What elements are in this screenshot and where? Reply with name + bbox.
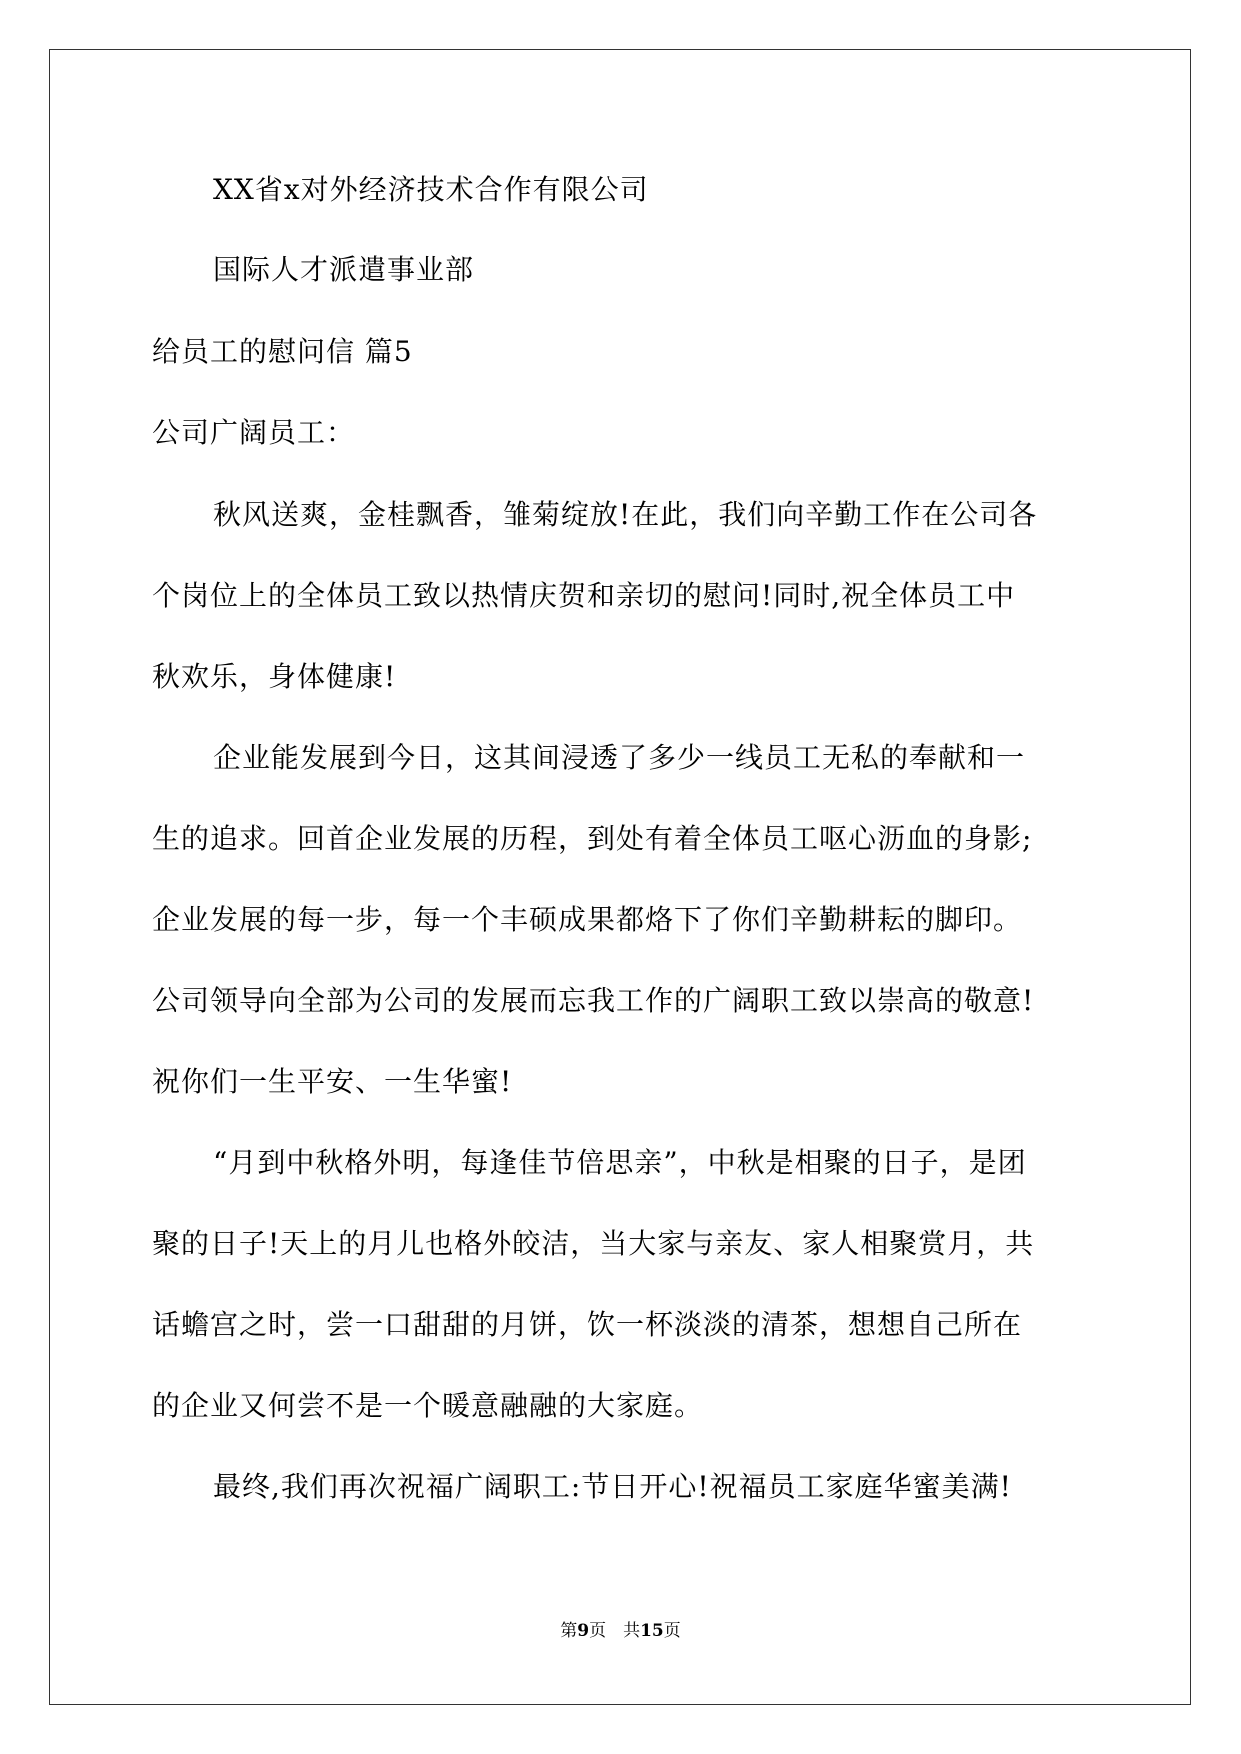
body-line: 秋欢乐，身体健康! [152,660,397,693]
page-footer [0,1621,1241,1641]
body-line: 生的追求。回首企业发展的历程，到处有着全体员工呕心沥血的身影; [152,822,1033,855]
page-border [49,49,1191,1705]
body-line: 的企业又何尝不是一个暖意融融的大家庭。 [152,1389,704,1422]
body-line: 秋风送爽，金桂飘香，雏菊绽放!在此，我们向辛勤工作在公司各 [213,498,1038,531]
body-line: “月到中秋格外明，每逢佳节倍思亲”，中秋是相聚的日子，是团 [213,1146,1027,1179]
footer-mid: 页 共 [589,1621,641,1641]
current-page-number: 9 [577,1621,590,1641]
salutation: 公司广阔员工： [152,416,356,449]
body-line: 聚的日子!天上的月儿也格外皎洁，当大家与亲友、家人相聚赏月，共 [152,1227,1035,1260]
body-line: 话蟾宫之时，尝一口甜甜的月饼，饮一杯淡淡的清茶，想想自己所在 [152,1308,1023,1341]
sender-company: XX省x对外经济技术合作有限公司 [213,173,649,206]
body-line: 企业能发展到今日，这其间浸透了多少一线员工无私的奉献和一 [213,741,1026,774]
body-line: 个岗位上的全体员工致以热情庆贺和亲切的慰问!同时,祝全体员工中 [152,579,1016,612]
total-page-number: 15 [640,1621,664,1641]
body-line: 祝你们一生平安、一生华蜜! [152,1065,513,1098]
body-line: 公司领导向全部为公司的发展而忘我工作的广阔职工致以崇高的敬意! [152,984,1035,1017]
sender-department: 国际人才派遣事业部 [213,253,475,286]
body-line: 最终,我们再次祝福广阔职工:节日开心!祝福员工家庭华蜜美满! [213,1470,1012,1503]
footer-suffix: 页 [663,1621,681,1641]
body-line: 企业发展的每一步，每一个丰硕成果都烙下了你们辛勤耕耘的脚印。 [152,903,1023,936]
section-title: 给员工的慰问信 篇5 [152,335,413,368]
footer-prefix: 第 [560,1621,578,1641]
